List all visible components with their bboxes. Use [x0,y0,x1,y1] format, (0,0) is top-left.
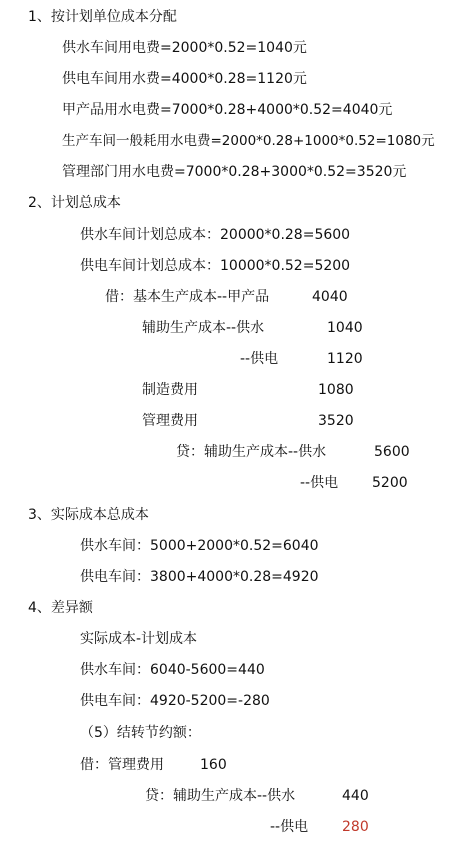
s4-debit-amount: 160 [200,757,227,773]
section-3-title: 3、实际成本总成本 [28,507,149,523]
s2-admin: 管理费用 [142,413,198,429]
s4-credit-power-amount: 280 [342,819,369,835]
s4-line-2: 供水车间：6040-5600=440 [80,662,265,678]
s3-line-1: 供水车间：5000+2000*0.52=6040 [80,538,319,554]
s1-line-3: 甲产品用水电费=7000*0.28+4000*0.52=4040元 [62,102,393,118]
s2-debit-label: 借：基本生产成本--甲产品 [105,289,270,305]
s2-credit-amount: 5600 [374,444,410,460]
s2-aux-water: 辅助生产成本--供水 [142,320,265,336]
s1-line-2: 供电车间用水费=4000*0.28=1120元 [62,71,307,87]
s1-line-1: 供水车间用电费=2000*0.52=1040元 [62,40,307,56]
s4-credit-amount: 440 [342,788,369,804]
s2-aux-water-amount: 1040 [327,320,363,336]
s4-credit-label: 贷：辅助生产成本--供水 [145,788,296,804]
s2-debit-amount: 4040 [312,289,348,305]
s4-line-4: （5）结转节约额： [80,725,201,741]
s2-admin-amount: 3520 [318,413,354,429]
section-2-title: 2、计划总成本 [28,195,121,211]
s4-line-1: 实际成本-计划成本 [80,631,198,647]
s1-line-4: 生产车间一般耗用水电费=2000*0.28+1000*0.52=1080元 [62,133,435,149]
s2-mfg-amount: 1080 [318,382,354,398]
section-4-title: 4、差异额 [28,600,93,616]
s3-line-2: 供电车间：3800+4000*0.28=4920 [80,569,319,585]
s2-line-2: 供电车间计划总成本：10000*0.52=5200 [80,258,351,274]
s4-credit-power: --供电 [270,819,309,835]
s4-debit-label: 借：管理费用 [80,757,164,773]
s2-line-1: 供水车间计划总成本：20000*0.28=5600 [80,227,351,243]
s2-credit-power: --供电 [300,475,339,491]
s2-mfg: 制造费用 [142,382,198,398]
s2-credit-label: 贷：辅助生产成本--供水 [176,444,327,460]
s4-line-3: 供电车间：4920-5200=-280 [80,693,270,709]
s2-credit-power-amount: 5200 [372,475,408,491]
s2-aux-power-amount: 1120 [327,351,363,367]
s1-line-5: 管理部门用水电费=7000*0.28+3000*0.52=3520元 [62,164,407,180]
s2-aux-power: --供电 [240,351,279,367]
section-1-title: 1、按计划单位成本分配 [28,9,177,25]
